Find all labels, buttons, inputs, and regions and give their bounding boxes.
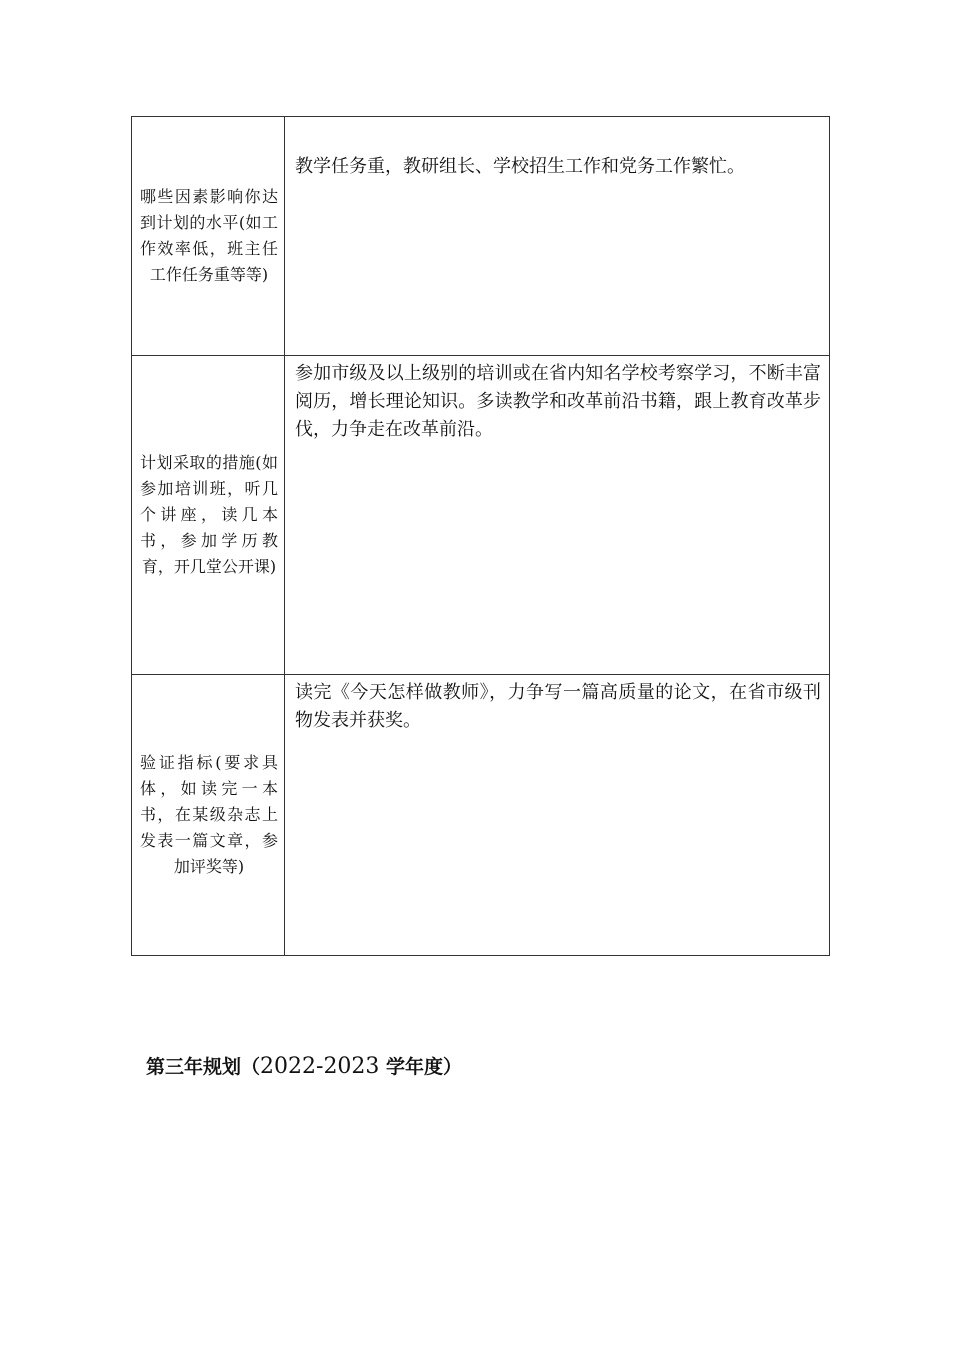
- row-label-verification-indicators: 验证指标(要求具体，如读完一本书，在某级杂志上发表一篇文章，参加评奖等): [132, 675, 285, 956]
- table-row: [132, 675, 830, 956]
- row-content-planned-measures: 参加市级及以上级别的培训或在省内知名学校考察学习，不断丰富阅历，增长理论知识。多读教学和改革前沿书籍，跟上教育改革步伐，力争走在改革前沿。: [285, 356, 830, 675]
- row-content-influencing-factors: 教学任务重，教研组长、学校招生工作和党务工作繁忙。: [285, 117, 830, 356]
- plan-table: [131, 116, 830, 956]
- row-content-verification-indicators: 读完《今天怎样做教师》，力争写一篇高质量的论文，在省市级刊物发表并获奖。: [285, 675, 830, 956]
- section-heading-prefix: 第三年规划（: [146, 1056, 261, 1078]
- table-row: [132, 117, 830, 356]
- row-label-influencing-factors: 哪些因素影响你达到计划的水平(如工作效率低，班主任工作任务重等等): [132, 117, 285, 356]
- section-heading-years: 2022-2023: [260, 1054, 380, 1079]
- table-row: [132, 356, 830, 675]
- row-label-planned-measures: 计划采取的措施(如参加培训班，听几个讲座，读几本书，参加学历教育，开几堂公开课): [132, 356, 285, 675]
- section-heading-third-year: [146, 1050, 462, 1084]
- section-heading-suffix: 学年度）: [379, 1056, 463, 1078]
